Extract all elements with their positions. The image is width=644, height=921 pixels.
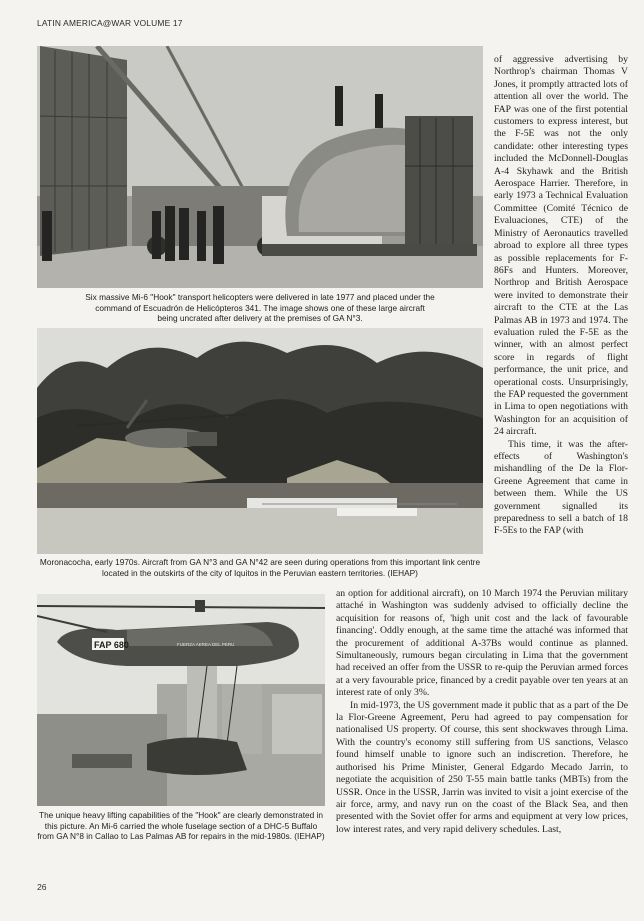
paragraph: In mid-1973, the US government made it public that as a part of the De la Flor-Greene Agreement, Peru had agreed to pay compensation for nationalised US property. Of course, this sent shockwaves through Lima. With the country's economy still suffering from US sanctions, Velasco found himself unable to ignore such an indiscretion. Therefore, he authorised his Prime Minister, General Edgardo Mecado Jarrin, to negotiate the acquisition of 250 T-55 main battle tanks (MBTs) from the USSR. Once in the USSR, Jarrin was invited to visit a joint exercise of the air force, army, and navy run on the coast of the Black Sea, and then presented with the Soviet offer for arms and equipment at very low prices, low interest rates, and very rapid delivery schedules. Last, bbox=[336, 699, 628, 835]
fuselage-text: FUERZA AEREA DEL PERU bbox=[177, 642, 235, 647]
running-header: LATIN AMERICA@WAR VOLUME 17 bbox=[37, 18, 183, 28]
caption-photo-3: The unique heavy lifting capabilities of the "Hook" are clearly demonstrated in this picture. An Mi-6 carried the whole fuselage section of a DHC-5 Buffalo from GA N°8 in Callao to Las Palmas AB for repairs in the mid-1980s. (IEHAP) bbox=[37, 810, 325, 842]
photo-moronacocha bbox=[37, 328, 483, 554]
text-column-lower bbox=[336, 588, 628, 836]
caption-photo-1: Six massive Mi-6 "Hook" transport helicopters were delivered in late 1977 and placed under the command of Escuadrón de Helicópteros 341. The image shows one of these large aircraft being uncrated after delivery at the premises of GA N°3. bbox=[85, 292, 435, 324]
paragraph: This time, it was the after-effects of Washington's mishandling of the De la Flor-Greene Agreement that came in between them. While the US government signalled its preparedness to sell a batch of 18 F-5Es to the FAP (with bbox=[494, 438, 628, 537]
photo-mi6-heavy-lift bbox=[37, 594, 325, 806]
photo-mi6-uncrating bbox=[37, 46, 483, 288]
paragraph: an option for additional aircraft), on 10 March 1974 the Peruvian military attaché in Washington was suddenly advised to officially decline the acquisition for reasons of, 'high unit cost and the lack of favourable financing'. Oddly enough, at the same time the attaché was informed that the procurement of additional A-37Bs would continue as planned. Simultaneously, rumours began circulating in Lima that the government had received an offer from the USSR to re-quip the Peruvian armed forces at a very favourable price, financed by a credit payable over ten years at an interest rate of only 3%. bbox=[336, 588, 628, 699]
helicopter-marking: FAP 680 bbox=[94, 640, 129, 650]
caption-photo-2: Moronacocha, early 1970s. Aircraft from GA N°3 and GA N°42 are seen during operations from this important link centre located in the outskirts of the city of Iquitos in the Peruvian eastern territories. (IEHAP) bbox=[39, 557, 481, 578]
paragraph: of aggressive advertising by Northrop's chairman Thomas V Jones, it promptly attracted lots of attention all over the world. The FAP was one of the first potential customers to express interest, but the F-5E was not the only candidate: other interesting types included the McDonnell-Douglas A-4 Skyhawk and the British Aerospace Harrier. Therefore, in early 1973 a Technical Evaluation Committee (Comité Técnico de Evaluaciones, CTE) of the Ministry of Aeronautics travelled abroad to explore all three types as possible replacements for F-86Fs and Hunters. Moreover, Northrop and British Aerospace were invited to demonstrate their aircraft to the CTE at the Las Palmas AB in 1973 and 1974. The evaluation ruled the F-5E as the winner, with an almost perfect score in regards of flight performance, the unit price, and operational costs. Unsurprisingly, the FAP requested the government in Lima to open negotiations with Washington for an acquisition of 24 aircraft. bbox=[494, 54, 628, 438]
text-column-right bbox=[494, 54, 628, 538]
page-number: 26 bbox=[37, 882, 47, 892]
